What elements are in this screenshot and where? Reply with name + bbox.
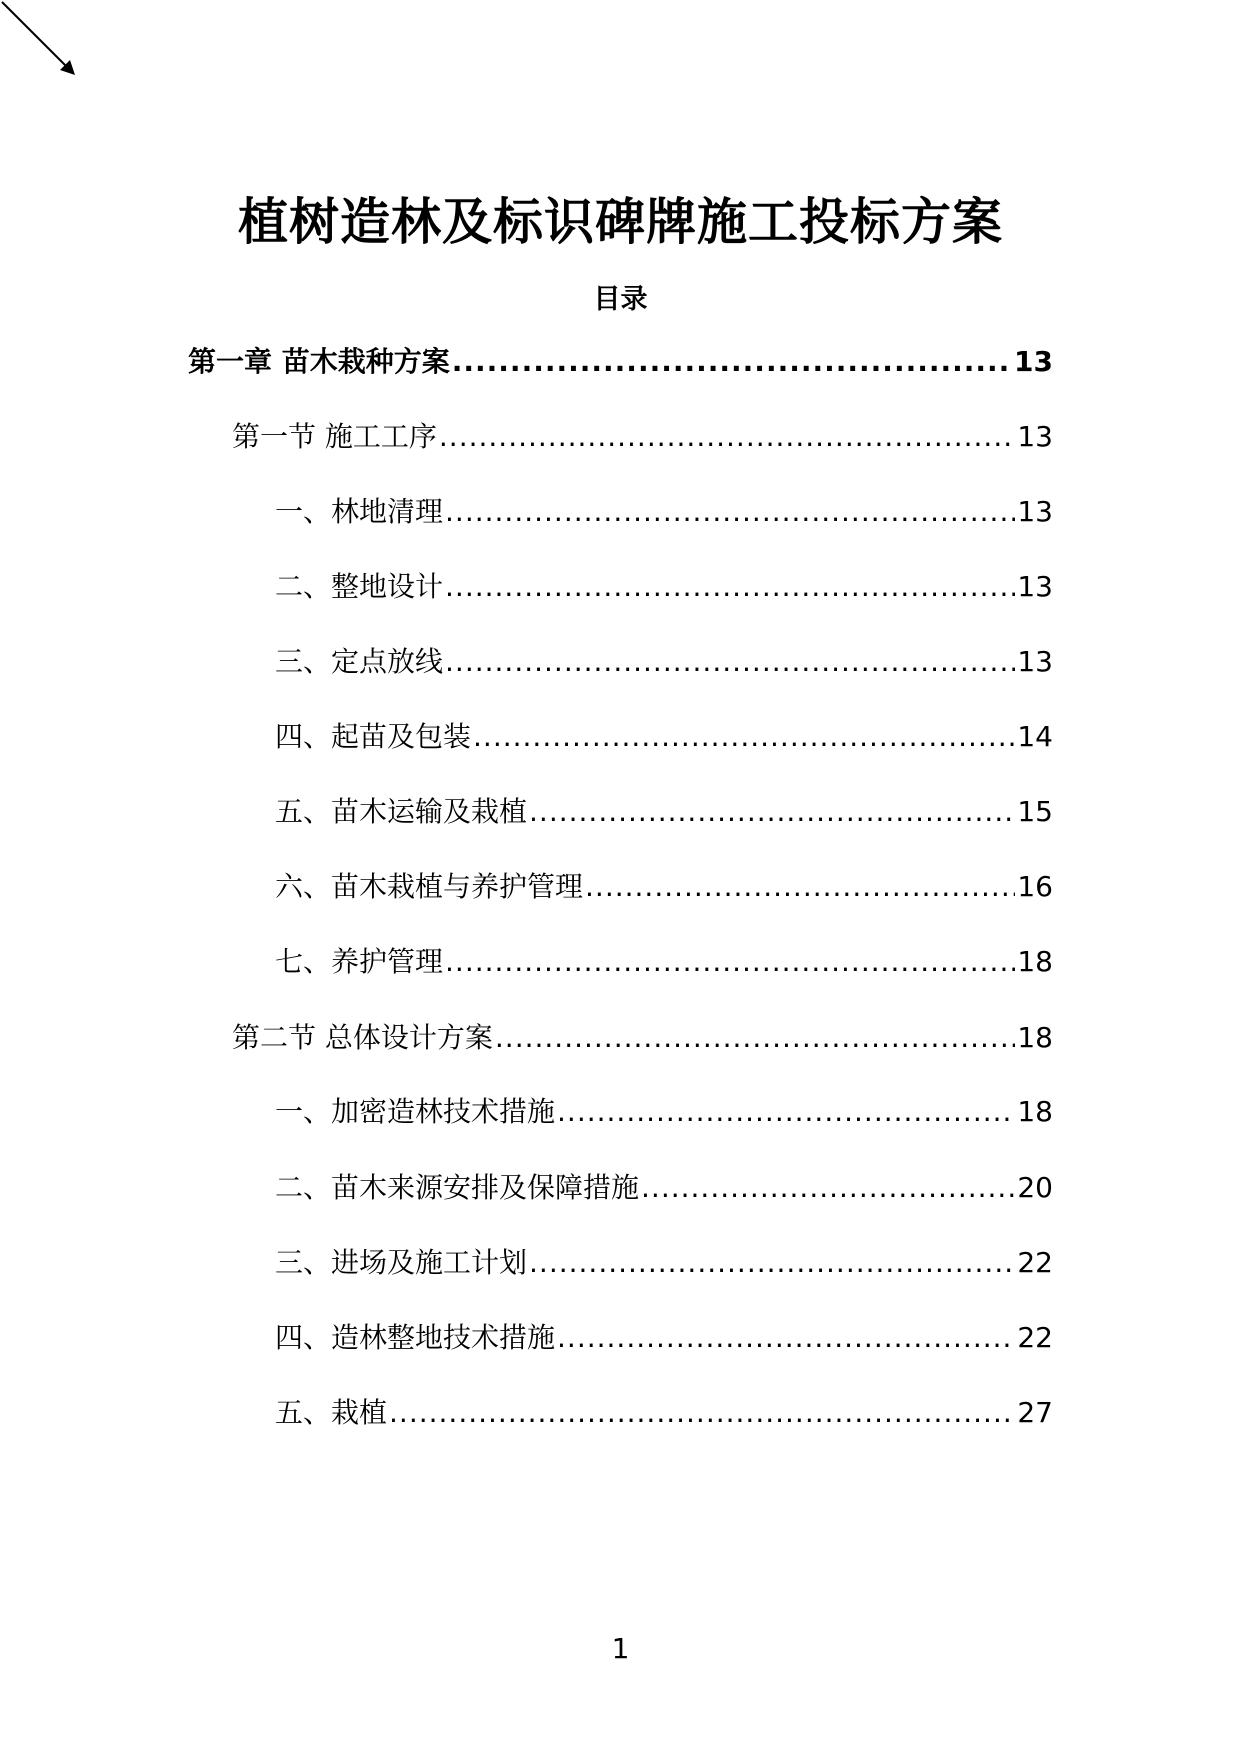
toc-entry-label: 二、苗木来源安排及保障措施 [275, 1171, 640, 1204]
page-number: 1 [611, 1632, 630, 1665]
toc-entry[interactable] [275, 1090, 1053, 1130]
toc-entry-label: 七、养护管理 [275, 945, 444, 978]
toc-entry[interactable] [188, 340, 1053, 380]
toc-entry-page: 18 [1017, 1095, 1053, 1128]
dot-leader [529, 1246, 1015, 1279]
toc-entry-page: 13 [1017, 420, 1053, 453]
toc-entry-page: 16 [1017, 870, 1053, 903]
toc-entry-label: 第一节 施工工序 [232, 420, 437, 453]
dot-leader [557, 1321, 1015, 1354]
toc-entry-page: 15 [1017, 795, 1053, 828]
toc-entry-label: 四、造林整地技术措施 [275, 1321, 556, 1354]
toc-entry[interactable] [275, 940, 1053, 980]
toc-entry-label: 四、起苗及包装 [275, 720, 472, 753]
dot-leader [445, 945, 1015, 978]
dot-leader [641, 1171, 1015, 1204]
dot-leader [557, 1095, 1015, 1128]
toc-entry[interactable] [275, 1316, 1053, 1356]
dot-leader [529, 795, 1015, 828]
dot-leader [445, 495, 1015, 528]
toc-entry-page: 13 [1017, 495, 1053, 528]
toc-entry[interactable] [275, 1241, 1053, 1281]
dot-leader [495, 1021, 1015, 1054]
dot-leader [445, 645, 1015, 678]
toc-entry[interactable] [275, 1391, 1053, 1431]
toc-entry-page: 14 [1017, 720, 1053, 753]
dot-leader [445, 570, 1015, 603]
toc-heading: 目录 [593, 284, 648, 315]
dot-leader [389, 1396, 1015, 1429]
toc-entry-page: 18 [1017, 1021, 1053, 1054]
toc-entry-label: 二、整地设计 [275, 570, 444, 603]
toc-entry[interactable] [275, 640, 1053, 680]
toc-entry-label: 三、进场及施工计划 [275, 1246, 528, 1279]
toc-entry-label: 五、栽植 [275, 1396, 388, 1429]
toc-entry-page: 13 [1014, 345, 1053, 378]
dot-leader [585, 870, 1015, 903]
toc-entry-label: 三、定点放线 [275, 645, 444, 678]
toc-entry-label: 一、加密造林技术措施 [275, 1095, 556, 1128]
dot-leader [439, 420, 1015, 453]
toc-entry[interactable] [275, 865, 1053, 905]
toc-entry-page: 13 [1017, 570, 1053, 603]
toc-entry[interactable] [232, 1016, 1053, 1056]
toc-entry-page: 20 [1017, 1171, 1053, 1204]
toc-entry-page: 13 [1017, 645, 1053, 678]
toc-entry-label: 六、苗木栽植与养护管理 [275, 870, 584, 903]
toc-entry-page: 22 [1017, 1321, 1053, 1354]
corner-arrow-icon [0, 0, 80, 80]
toc-entry-label: 第一章 苗木栽种方案 [188, 345, 450, 378]
dot-leader [473, 720, 1015, 753]
toc-entry-page: 27 [1017, 1396, 1053, 1429]
toc-entry-page: 18 [1017, 945, 1053, 978]
toc-entry[interactable] [275, 565, 1053, 605]
toc-entry[interactable] [275, 490, 1053, 530]
toc-entry-label: 第二节 总体设计方案 [232, 1021, 493, 1054]
document-title: 植树造林及标识碑牌施工投标方案 [238, 193, 1003, 251]
toc-entry-label: 五、苗木运输及栽植 [275, 795, 528, 828]
dot-leader [452, 345, 1012, 378]
toc-entry-label: 一、林地清理 [275, 495, 444, 528]
toc-entry[interactable] [275, 1166, 1053, 1206]
toc-entry[interactable] [232, 415, 1053, 455]
toc-entry[interactable] [275, 715, 1053, 755]
toc-entry[interactable] [275, 790, 1053, 830]
toc-entry-page: 22 [1017, 1246, 1053, 1279]
